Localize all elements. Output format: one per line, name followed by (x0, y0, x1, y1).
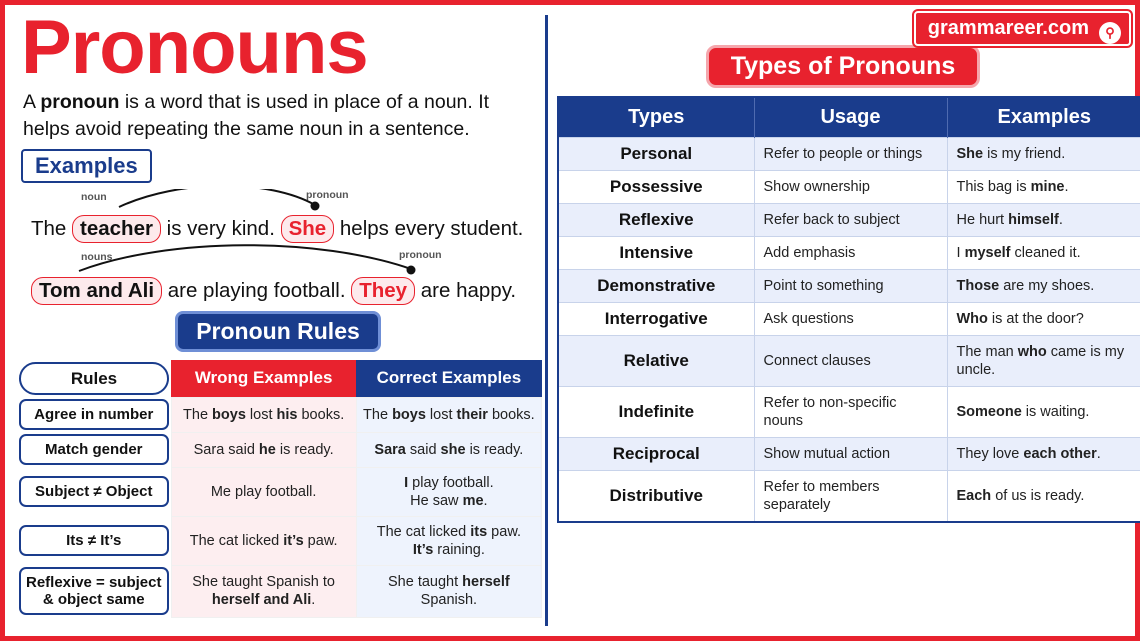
table-row (558, 138, 1140, 171)
types-header-type: Types (558, 97, 754, 138)
types-title-wrap (557, 45, 1129, 88)
pronoun-usage: Refer to people or things (754, 138, 947, 171)
pronoun-usage: Refer to non-specific nouns (754, 387, 947, 438)
examples-area (19, 189, 537, 309)
brand-name: grammareer.com (927, 17, 1089, 39)
types-header-row (558, 97, 1140, 138)
pronoun-type: Possessive (558, 171, 754, 204)
types-header-examples: Examples (947, 97, 1140, 138)
wrong-example-cell: Sara said he is ready. (171, 432, 356, 467)
rules-header-row (19, 360, 542, 397)
pronoun-usage: Add emphasis (754, 237, 947, 270)
ex1-post: helps every student. (334, 217, 524, 240)
correct-example-cell: I play football. He saw me. (356, 467, 541, 516)
table-row (558, 270, 1140, 303)
intro-part-a: A (23, 91, 41, 113)
wrong-example-cell: The boys lost his books. (171, 397, 356, 432)
rule-cell (19, 397, 171, 432)
ex1-pronoun: She (281, 215, 335, 243)
types-table-head (558, 97, 1140, 138)
rule-label: Its ≠ It’s (19, 525, 169, 556)
rule-label: Reflexive = subject & object same (19, 567, 169, 615)
types-table (557, 96, 1140, 523)
ex2-nouns: Tom and Ali (31, 277, 162, 305)
correct-example-cell: The cat licked its paw. It’s raining. (356, 516, 541, 565)
table-row (19, 432, 542, 467)
types-table-body (558, 138, 1140, 523)
rule-cell (19, 565, 171, 617)
pronoun-usage: Point to something (754, 270, 947, 303)
table-row (19, 397, 542, 432)
pronoun-usage: Connect clauses (754, 336, 947, 387)
rule-label: Subject ≠ Object (19, 476, 169, 507)
wrong-example-cell: The cat licked it’s paw. (171, 516, 356, 565)
label-pronoun-2: pronoun (399, 249, 442, 261)
pronoun-type: Intensive (558, 237, 754, 270)
pronoun-example: Someone is waiting. (947, 387, 1140, 438)
brand-badge[interactable] (914, 11, 1131, 46)
label-pronoun-1: pronoun (306, 189, 349, 201)
pronoun-example: She is my friend. (947, 138, 1140, 171)
rules-table (19, 360, 542, 618)
table-row (558, 303, 1140, 336)
pronoun-usage: Ask questions (754, 303, 947, 336)
rule-label: Agree in number (19, 399, 169, 430)
table-row (558, 471, 1140, 523)
right-column (553, 5, 1137, 636)
pronoun-usage: Show mutual action (754, 438, 947, 471)
pronoun-type: Indefinite (558, 387, 754, 438)
rules-header-wrong: Wrong Examples (171, 360, 356, 397)
pronoun-usage: Refer back to subject (754, 204, 947, 237)
types-title: Types of Pronouns (706, 45, 981, 88)
table-row (558, 387, 1140, 438)
wrong-example-cell: She taught Spanish to herself and Ali. (171, 565, 356, 617)
table-row (19, 565, 542, 617)
pronoun-example: He hurt himself. (947, 204, 1140, 237)
correct-example-cell: She taught herself Spanish. (356, 565, 541, 617)
rules-header-rules-cell (19, 360, 171, 397)
table-row (558, 237, 1140, 270)
pronoun-type: Reciprocal (558, 438, 754, 471)
wrong-example-cell: Me play football. (171, 467, 356, 516)
table-row (19, 516, 542, 565)
column-divider (545, 15, 548, 626)
pronoun-usage: Refer to members separately (754, 471, 947, 523)
pronoun-example: The man who came is my uncle. (947, 336, 1140, 387)
table-row (19, 467, 542, 516)
rules-header-rules: Rules (19, 362, 169, 395)
pronoun-example: Each of us is ready. (947, 471, 1140, 523)
ex1-pre: The (31, 217, 73, 240)
correct-example-cell: The boys lost their books. (356, 397, 541, 432)
table-row (558, 171, 1140, 204)
pronoun-type: Reflexive (558, 204, 754, 237)
pronoun-type: Interrogative (558, 303, 754, 336)
rule-label: Match gender (19, 434, 169, 465)
pronoun-example: They love each other. (947, 438, 1140, 471)
page-title: Pronouns (21, 5, 368, 90)
intro-paragraph (23, 89, 493, 143)
left-column (5, 5, 545, 636)
ex1-mid: is very kind. (160, 217, 281, 240)
pronoun-example: This bag is mine. (947, 171, 1140, 204)
rules-table-body (19, 360, 542, 397)
ex2-post: are happy. (415, 279, 517, 302)
pronoun-usage: Show ownership (754, 171, 947, 204)
intro-part-c: is a word that is used in place of a noun. It helps avoid repeating the same noun in a sentence. (23, 91, 490, 140)
pronoun-type: Personal (558, 138, 754, 171)
example-sentence-1 (31, 215, 523, 243)
correct-example-cell: Sara said she is ready. (356, 432, 541, 467)
rule-cell (19, 516, 171, 565)
rule-cell (19, 432, 171, 467)
rules-header-correct: Correct Examples (356, 360, 541, 397)
example-sentence-2 (31, 277, 516, 305)
pronoun-type: Distributive (558, 471, 754, 523)
ex1-noun: teacher (72, 215, 161, 243)
pronoun-type: Relative (558, 336, 754, 387)
rules-rows (19, 397, 542, 617)
table-row (558, 438, 1140, 471)
pronoun-type: Demonstrative (558, 270, 754, 303)
table-row (558, 336, 1140, 387)
types-header-usage: Usage (754, 97, 947, 138)
pronoun-example: Those are my shoes. (947, 270, 1140, 303)
search-icon[interactable]: ⚲ (1099, 22, 1121, 44)
ex2-mid: are playing football. (162, 279, 352, 302)
rules-title-wrap (19, 311, 537, 352)
intro-keyword: pronoun (40, 91, 120, 113)
rule-cell (19, 467, 171, 516)
ex2-pronoun: They (351, 277, 415, 305)
rules-title: Pronoun Rules (175, 311, 381, 352)
label-nouns-2: nouns (81, 251, 113, 263)
table-row (558, 204, 1140, 237)
examples-tag: Examples (21, 149, 152, 183)
pronoun-example: Who is at the door? (947, 303, 1140, 336)
pronoun-example: I myself cleaned it. (947, 237, 1140, 270)
label-noun-1: noun (81, 191, 107, 203)
